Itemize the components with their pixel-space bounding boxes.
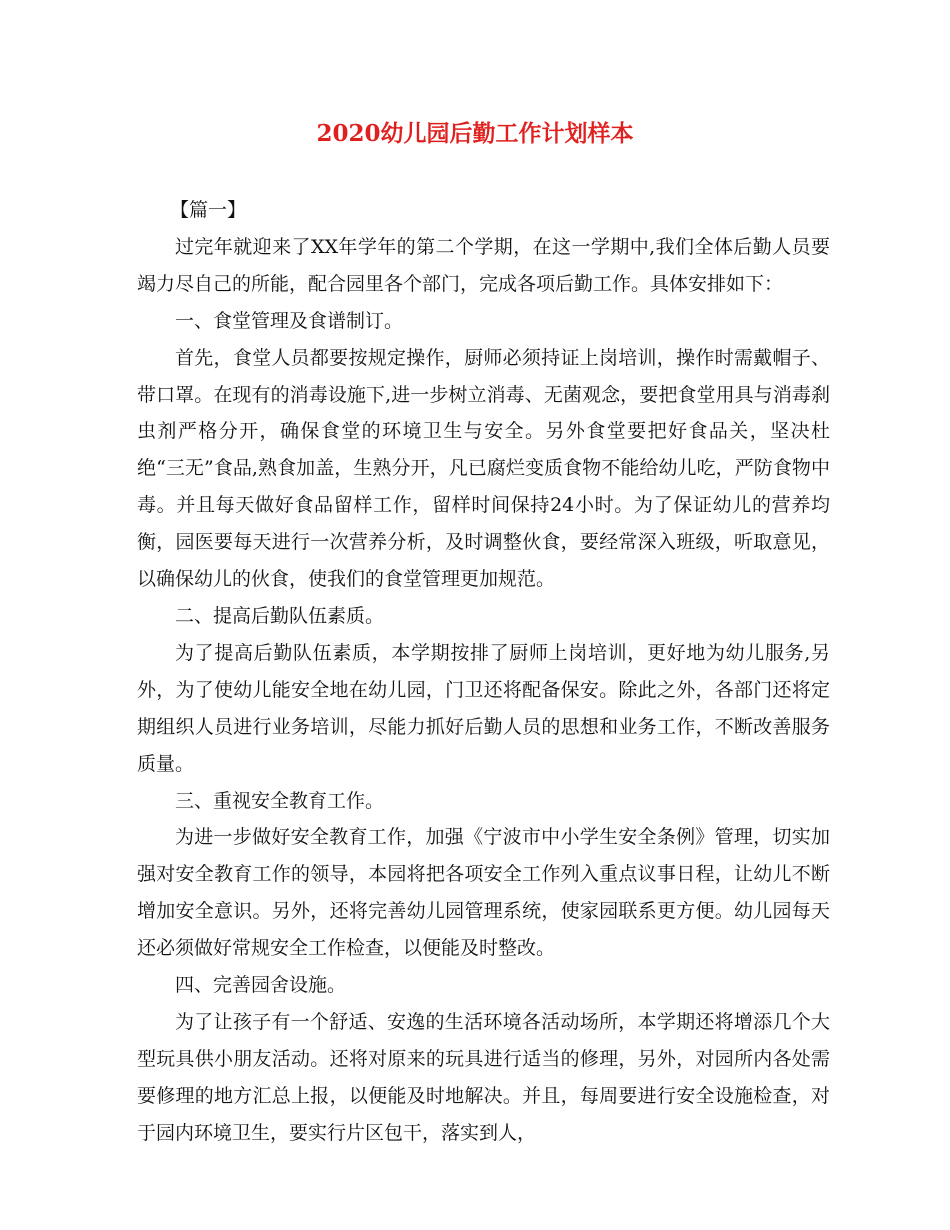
section-paragraph-2: 为了提高后勤队伍素质，本学期按排了厨师上岗培训，更好地为幼儿服务,另外，为了使幼儿能安全地在幼儿园，门卫还将配备保安。除此之外，各部门还将定期组织人员进行业务培训，尽能力抓好后勤人员的思想和业务工作，不断改善服务质量。 (137, 641, 830, 775)
section-heading-3: 三、重视安全教育工作。 (175, 789, 385, 812)
section-heading-1: 一、食堂管理及食谱制订。 (175, 309, 404, 332)
document-body (137, 192, 830, 1152)
section-paragraph-3: 为进一步做好安全教育工作，加强《宁波市中小学生安全条例》管理，切实加强对安全教育工作的领导，本园将把各项安全工作列入重点议事日程，让幼儿不断增加安全意识。另外，还将完善幼儿园管理系统，使家园联系更方便。幼儿园每天还必须做好常规安全工作检查，以便能及时整改。 (137, 826, 830, 960)
section-heading-4: 四、完善园舍设施。 (175, 974, 347, 997)
section-marker: 【篇一】 (170, 199, 247, 221)
section-heading-2: 二、提高后勤队伍素质。 (175, 604, 385, 627)
intro-paragraph: 过完年就迎来了XX年学年的第二个学期，在这一学期中,我们全体后勤人员要竭力尽自己的所能，配合园里各个部门，完成各项后勤工作。具体安排如下： (137, 235, 830, 295)
document-title: 2020幼儿园后勤工作计划样本 (316, 120, 634, 147)
section-paragraph-1: 首先，食堂人员都要按规定操作，厨师必须持证上岗培训，操作时需戴帽子、带口罩。在现有的消毒设施下,进一步树立消毒、无菌观念，要把食堂用具与消毒刹虫剂严格分开，确保食堂的环境卫生与安全。另外食堂要把好食品关，坚决杜绝“三无”食品,熟食加盖，生熟分开，凡已腐烂变质食物不能给幼儿吃，严防食物中毒。并且每天做好食品留样工作，留样时间保持24小时。为了保证幼儿的营养均衡，园医要每天进行一次营养分析，及时调整伙食，要经常深入班级，听取意见，以确保幼儿的伙食，使我们的食堂管理更加规范。 (137, 346, 830, 591)
section-paragraph-4: 为了让孩子有一个舒适、安逸的生活环境各活动场所，本学期还将增添几个大型玩具供小朋友活动。还将对原来的玩具进行适当的修理，另外，对园所内各处需要修理的地方汇总上报，以便能及时地解决。并且，每周要进行安全设施检查，对于园内环境卫生，要实行片区包干，落实到人， (137, 1010, 830, 1144)
